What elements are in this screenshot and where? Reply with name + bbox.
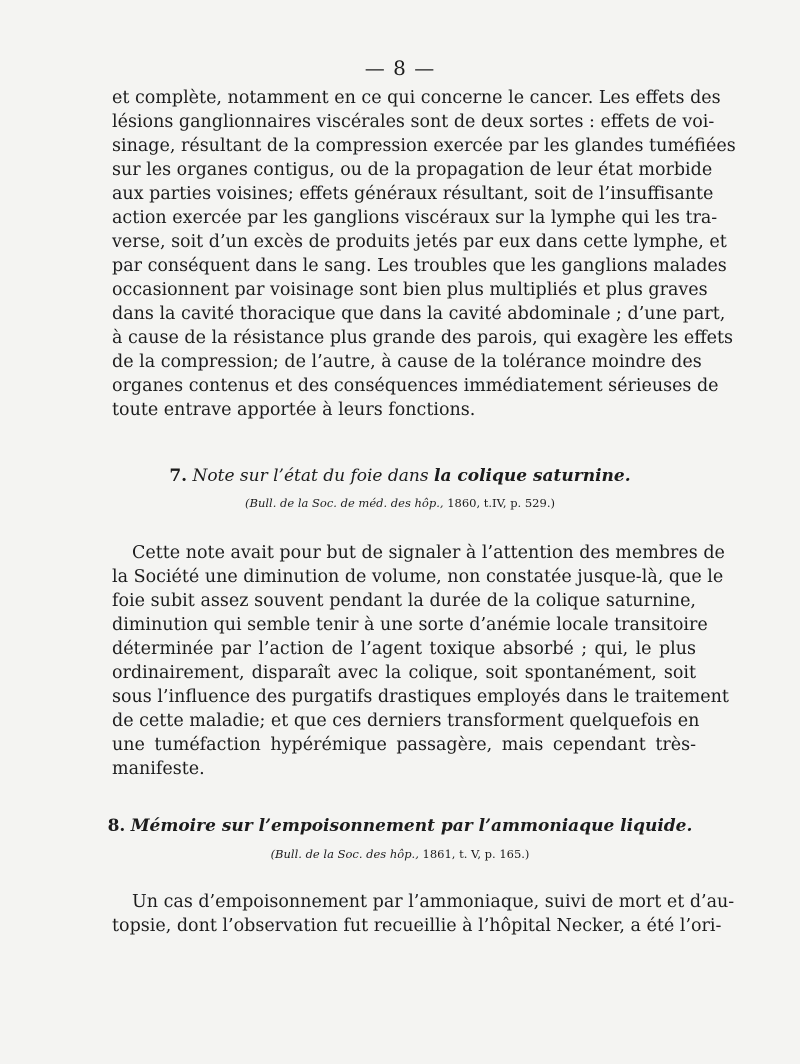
section-7-citation-source: (Bull. de la Soc. de méd. des hôp., (245, 496, 444, 510)
text-line: Un cas d’empoisonnement par l’ammoniaque, suivi de mort et d’au- (132, 892, 735, 912)
text-line: ordinairement, disparaît avec la colique, soit spontanément, soit (112, 663, 696, 683)
section-7-number: 7. (169, 466, 188, 486)
text-line: par conséquent dans le sang. Les troubles que les ganglions malades (112, 256, 727, 276)
text-line: de la compression; de l’autre, à cause de la tolérance moindre des (112, 352, 702, 372)
text-line: dans la cavité thoracique que dans la cavité abdominale ; d’une part, (112, 304, 726, 324)
text-line: topsie, dont l’observation fut recueillie à l’hôpital Necker, a été l’ori- (112, 916, 722, 936)
text-line: déterminée par l’action de l’agent toxique absorbé ; qui, le plus (112, 639, 696, 659)
text-line: diminution qui semble tenir à une sorte d’anémie locale transitoire (112, 615, 708, 635)
paragraph-ammonia-case (112, 890, 735, 938)
paragraph-cancer-effects (112, 86, 736, 422)
paragraph-liver-note (112, 541, 729, 781)
text-line: action exercée par les ganglions viscéraux sur la lymphe qui les tra- (112, 208, 718, 228)
text-line: occasionnent par voisinage sont bien plus multipliés et plus graves (112, 280, 708, 300)
text-line: toute entrave apportée à leurs fonctions. (112, 400, 476, 420)
section-7-title-emphasis: la colique saturnine. (433, 466, 631, 486)
section-8-title (0, 816, 800, 836)
section-8-citation (0, 847, 800, 861)
section-7-title-text: Note sur l’état du foie dans (192, 466, 434, 486)
text-line: une tuméfaction hypérémique passagère, mais cependant très- (112, 735, 696, 755)
section-8-citation-ref: 1861, t. V, p. 165.) (422, 847, 530, 861)
page-number: — 8 — (364, 56, 436, 80)
section-8-title-text: Mémoire sur l’empoisonnement par l’ammoniaque liquide. (130, 816, 693, 836)
text-line: et complète, notamment en ce qui concerne le cancer. Les effets des (112, 88, 721, 108)
section-7-citation (0, 496, 800, 510)
text-line: foie subit assez souvent pendant la durée de la colique saturnine, (112, 591, 696, 611)
text-line: la Société une diminution de volume, non constatée jusque-là, que le (112, 567, 724, 587)
text-line: à cause de la résistance plus grande des parois, qui exagère les effets (112, 328, 733, 348)
section-8-citation-source: (Bull. de la Soc. des hôp., (270, 847, 419, 861)
text-line: lésions ganglionnaires viscérales sont de deux sortes : effets de voi- (112, 112, 715, 132)
text-line: Cette note avait pour but de signaler à l’attention des membres de (132, 543, 725, 563)
text-line: aux parties voisines; effets généraux résultant, soit de l’insuffisante (112, 184, 714, 204)
section-7-title (0, 466, 800, 486)
text-line: manifeste. (112, 759, 205, 779)
section-8-number: 8. (107, 816, 126, 836)
text-line: de cette maladie; et que ces derniers transforment quelquefois en (112, 711, 700, 731)
text-line: sinage, résultant de la compression exercée par les glandes tuméfiées (112, 136, 736, 156)
text-line: sous l’influence des purgatifs drastiques employés dans le traitement (112, 687, 729, 707)
text-line: verse, soit d’un excès de produits jetés par eux dans cette lymphe, et (112, 232, 727, 252)
text-line: sur les organes contigus, ou de la propagation de leur état morbide (112, 160, 713, 180)
text-line: organes contenus et des conséquences immédiatement sérieuses de (112, 376, 719, 396)
section-7-citation-ref: 1860, t.IV, p. 529.) (447, 496, 555, 510)
